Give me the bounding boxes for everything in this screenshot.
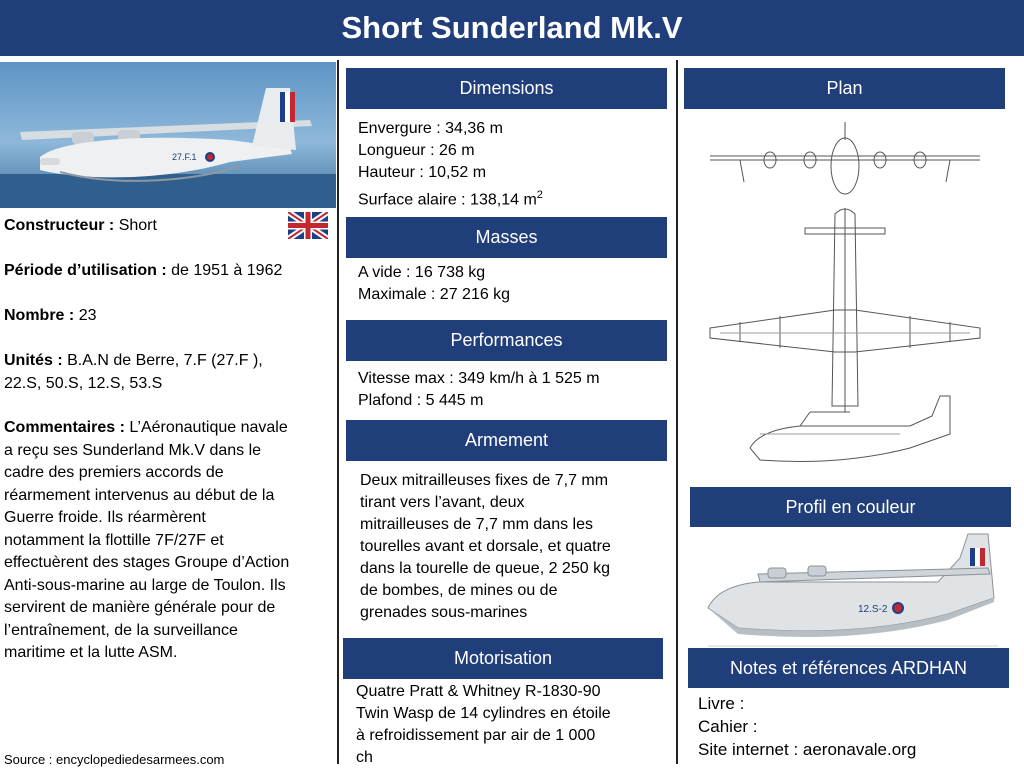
profil-header: Profil en couleur [690,487,1011,527]
unites-row: Unités : B.A.N de Berre, 7.F (27.F ), 22.S, 50.S, 12.S, 53.S [4,352,263,392]
three-view-plan-drawing [700,116,990,480]
notes-block: Livre : Cahier : Site internet : aeronavale.org [698,694,917,759]
motorisation-block: Quatre Pratt & Whitney R-1830-90 Twin Wasp de 14 cylindres en étoile à refroidissement par air de 1 000 ch [356,683,611,766]
notes-header: Notes et références ARDHAN [688,648,1009,688]
page-title: Short Sunderland Mk.V [0,0,1024,56]
uk-flag-icon [288,212,328,239]
plan-header: Plan [684,68,1005,109]
masses-header: Masses [346,217,667,258]
color-profile-drawing [698,528,1008,648]
profile-marking: 12.S-2 [858,604,888,615]
dimensions-block: Envergure : 34,36 m Longueur : 26 m Hauteur : 10,52 m Surface alaire : 138,14 $m^2$ [358,120,543,209]
nombre-row: Nombre : 23 [4,307,97,324]
photo-marking: 27.F.1 [172,152,197,162]
armement-block: Deux mitrailleuses fixes de 7,7 mm tirant vers l’avant, deux mitrailleuses de 7,7 mm dans les tourelles avant et dorsale, et quatre dans la tourelle de queue, 2 250 kg de bombes, de mines ou de grenades sous-marines [360,472,611,621]
constructeur-row: Constructeur : Short [4,217,157,234]
periode-row: Période d’utilisation : de 1951 à 1962 [4,262,283,279]
commentaires-block: Commentaires : L’Aéronautique navale a reçu ses Sunderland Mk.V dans le cadre des premiers accords de réarmement intervenus au début de la Guerre froide. Ils réarmèrent notamment la flottille 7F/27F et effectuèrent des stages Groupe d’Action Anti-sous-marine au large de Toulon. Ils servirent de manière générale pour de l’entraînement, de la surveillance maritime et la lutte ASM. [4,419,290,661]
performances-block: Vitesse max : 349 km/h à 1 525 m Plafond : 5 445 m [358,370,600,409]
divider-left [337,60,339,764]
source-credit: Source : encyclopediedesarmees.com [4,752,225,767]
masses-block: A vide : 16 738 kg Maximale : 27 216 kg [358,264,511,303]
aircraft-photo [0,62,336,208]
armement-header: Armement [346,420,667,461]
motorisation-header: Motorisation [343,638,663,679]
dimensions-header: Dimensions [346,68,667,109]
performances-header: Performances [346,320,667,361]
divider-right [676,60,678,764]
